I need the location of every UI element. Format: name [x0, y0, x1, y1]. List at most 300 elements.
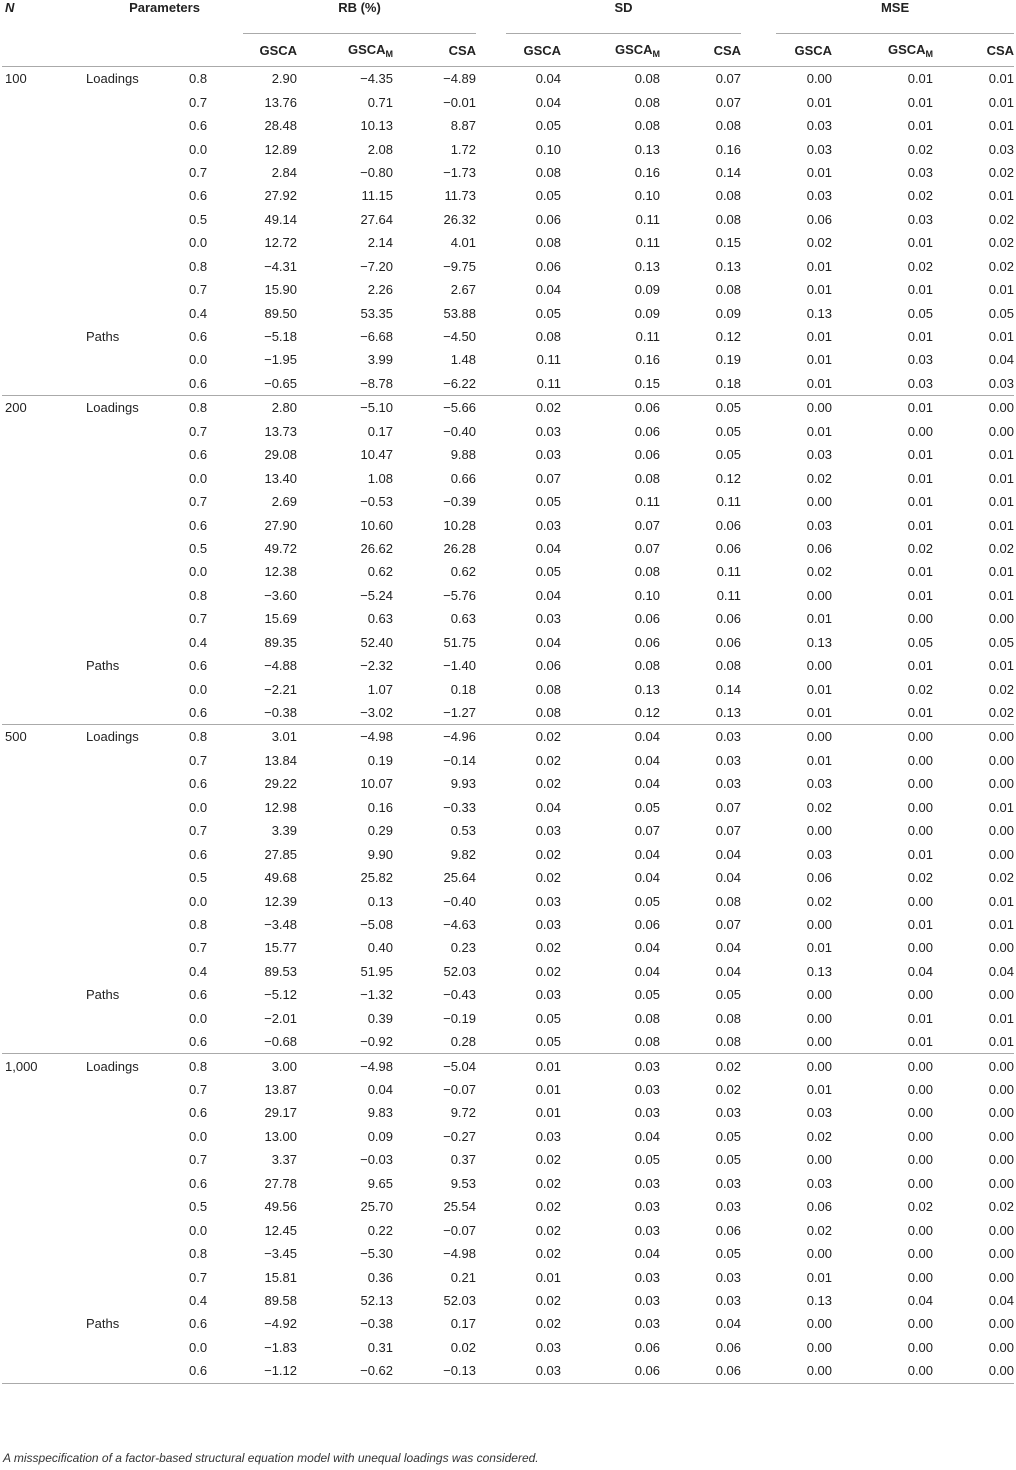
- spacer-cell: [476, 114, 506, 137]
- value-cell: −0.13: [393, 1359, 476, 1383]
- value-cell: 10.28: [443, 517, 477, 533]
- value-cell: 0.00: [988, 1175, 1015, 1191]
- value-cell: 0.03: [634, 1199, 661, 1215]
- value-cell: 0.02: [535, 1199, 562, 1215]
- table-row: [2, 513, 1014, 536]
- value-cell: 0.00: [806, 1058, 833, 1074]
- value-cell: 0.62: [450, 564, 477, 580]
- sample-size-cell: 500: [5, 729, 27, 745]
- value-cell: 0.01: [806, 94, 833, 110]
- value-cell: −0.65: [243, 372, 297, 396]
- value-cell: 25.54: [443, 1199, 477, 1215]
- spacer-cell: [741, 372, 776, 396]
- spacer-cell: [741, 208, 776, 231]
- spacer-cell: [476, 396, 506, 420]
- value-cell: 27.78: [264, 1175, 298, 1191]
- value-cell: −6.22: [393, 372, 476, 396]
- table-row: [2, 184, 1014, 207]
- value-cell: −0.07: [443, 1222, 477, 1238]
- value-cell: 0.05: [715, 1128, 742, 1144]
- spacer-cell: [476, 889, 506, 912]
- sample-size-cell: [2, 936, 86, 959]
- value-cell: 0.04: [535, 587, 562, 603]
- sample-size-cell: [2, 372, 86, 396]
- value-cell: 0.00: [907, 987, 934, 1003]
- value-cell: 0.36: [367, 1269, 394, 1285]
- parameter-value-cell: 0.6: [189, 1175, 208, 1191]
- value-cell: 0.01: [907, 1010, 934, 1026]
- parameter-type-cell: [86, 443, 189, 466]
- value-cell: 0.01: [988, 1010, 1015, 1026]
- value-cell: 0.06: [634, 447, 661, 463]
- table-header: [2, 0, 1014, 67]
- value-cell: 0.00: [907, 1316, 934, 1332]
- parameter-type-cell: [86, 1289, 189, 1312]
- value-cell: 0.03: [907, 211, 934, 227]
- parameter-type-cell: [86, 1218, 189, 1241]
- spacer-cell: [741, 677, 776, 700]
- value-cell: −8.78: [297, 372, 393, 396]
- value-cell: −1.32: [360, 987, 394, 1003]
- sample-size-cell: [2, 1265, 86, 1288]
- value-cell: 0.17: [450, 1316, 477, 1332]
- value-cell: 0.08: [634, 564, 661, 580]
- value-cell: 0.07: [535, 470, 562, 486]
- spacer-cell: [476, 67, 506, 91]
- table-row: [2, 443, 1014, 466]
- spacer-cell: [741, 1336, 776, 1359]
- parameter-value-cell: 0.0: [189, 681, 208, 697]
- value-cell: 0.00: [988, 1339, 1015, 1355]
- parameter-value-cell: 0.0: [189, 470, 208, 486]
- spacer-cell: [741, 1195, 776, 1218]
- value-cell: 0.05: [715, 400, 742, 416]
- value-cell: 0.00: [988, 776, 1015, 792]
- spacer-cell: [476, 1125, 506, 1148]
- parameter-type-cell: Paths: [86, 987, 120, 1003]
- value-cell: 0.03: [535, 517, 562, 533]
- value-cell: 0.12: [715, 329, 742, 345]
- value-cell: 0.00: [988, 611, 1015, 627]
- parameter-type-cell: [86, 90, 189, 113]
- spacer-cell: [476, 537, 506, 560]
- value-cell: 13.76: [264, 94, 298, 110]
- sample-size-cell: [2, 513, 86, 536]
- value-cell: 0.03: [634, 1292, 661, 1308]
- spacer-cell: [476, 1007, 506, 1030]
- value-cell: 0.04: [634, 1128, 661, 1144]
- value-cell: 0.39: [367, 1010, 394, 1026]
- value-cell: 0.02: [535, 1316, 562, 1332]
- parameter-type-cell: [86, 1242, 189, 1265]
- spacer-cell: [476, 631, 506, 654]
- value-cell: 0.01: [907, 846, 934, 862]
- value-cell: 0.63: [367, 611, 394, 627]
- value-cell: 0.71: [367, 94, 394, 110]
- parameter-value-cell: 0.7: [189, 1082, 208, 1098]
- value-cell: 0.09: [634, 305, 661, 321]
- value-cell: 0.05: [535, 494, 562, 510]
- parameter-value-cell: 0.5: [189, 540, 208, 556]
- value-cell: −4.31: [264, 258, 298, 274]
- value-cell: 0.01: [933, 1030, 1014, 1054]
- spacer-cell: [741, 1030, 776, 1054]
- table-row: [2, 1289, 1014, 1312]
- spacer-cell: [741, 584, 776, 607]
- value-cell: 0.03: [634, 1175, 661, 1191]
- parameter-type-cell: [86, 1148, 189, 1171]
- value-cell: −4.88: [264, 658, 298, 674]
- spacer-cell: [741, 631, 776, 654]
- table-row: [2, 725, 1014, 749]
- value-cell: −7.20: [360, 258, 394, 274]
- value-cell: 0.16: [715, 141, 742, 157]
- spacer-cell: [476, 301, 506, 324]
- parameter-type-cell: Paths: [86, 329, 120, 345]
- value-cell: 0.02: [535, 776, 562, 792]
- sample-size-cell: [2, 1078, 86, 1101]
- parameter-type-cell: [86, 1265, 189, 1288]
- value-cell: 0.03: [715, 776, 742, 792]
- spacer-cell: [476, 184, 506, 207]
- spacer-cell: [476, 819, 506, 842]
- spacer-cell: [476, 607, 506, 630]
- value-cell: 0.02: [535, 1175, 562, 1191]
- value-cell: 2.26: [367, 282, 394, 298]
- value-cell: 26.62: [360, 540, 394, 556]
- parameter-type-cell: [86, 842, 189, 865]
- table-row: [2, 1336, 1014, 1359]
- value-cell: 0.04: [634, 729, 661, 745]
- value-cell: 0.13: [634, 141, 661, 157]
- parameter-value-cell: 0.7: [189, 752, 208, 768]
- value-cell: 0.01: [988, 282, 1015, 298]
- subheader-csa: CSA: [933, 34, 1014, 67]
- spacer-cell: [741, 1242, 776, 1265]
- table-caption: A misspecification of a factor-based structural equation model with unequal loadings was considered.: [3, 1451, 539, 1465]
- value-cell: 15.90: [264, 282, 298, 298]
- parameter-value-cell: 0.6: [189, 372, 243, 396]
- value-cell: 0.08: [634, 1010, 661, 1026]
- sample-size-cell: [2, 301, 86, 324]
- value-cell: 0.01: [907, 447, 934, 463]
- spacer-cell: [741, 90, 776, 113]
- value-cell: 13.73: [264, 423, 298, 439]
- sample-size-cell: [2, 796, 86, 819]
- value-cell: 0.13: [806, 1292, 833, 1308]
- parameter-value-cell: 0.5: [189, 211, 208, 227]
- value-cell: −1.73: [443, 164, 477, 180]
- value-cell: 0.00: [988, 423, 1015, 439]
- value-cell: −0.33: [443, 799, 477, 815]
- value-cell: 53.88: [443, 305, 477, 321]
- value-cell: 0.02: [535, 1152, 562, 1168]
- value-cell: 0.21: [450, 1269, 477, 1285]
- parameter-type-cell: [86, 749, 189, 772]
- value-cell: 15.77: [264, 940, 298, 956]
- value-cell: 0.00: [907, 1105, 934, 1121]
- value-cell: 0.13: [806, 963, 833, 979]
- parameter-value-cell: 0.8: [189, 400, 208, 416]
- value-cell: 0.08: [535, 235, 562, 251]
- value-cell: 0.05: [988, 305, 1015, 321]
- value-cell: 0.04: [634, 1246, 661, 1262]
- value-cell: 0.13: [715, 258, 742, 274]
- sample-size-cell: [2, 137, 86, 160]
- table-row: [2, 137, 1014, 160]
- table-row: [2, 1125, 1014, 1148]
- spacer-cell: [476, 1148, 506, 1171]
- sample-size-cell: [2, 1125, 86, 1148]
- spacer-cell: [741, 396, 776, 420]
- parameter-type-cell: [86, 1030, 189, 1054]
- spacer-cell: [476, 1289, 506, 1312]
- table-row: [2, 1078, 1014, 1101]
- value-cell: 0.08: [634, 94, 661, 110]
- sample-size-cell: [2, 866, 86, 889]
- value-cell: 0.07: [715, 94, 742, 110]
- table-row: [2, 1359, 1014, 1383]
- spacer-cell: [741, 960, 776, 983]
- value-cell: 89.35: [264, 634, 298, 650]
- spacer-cell: [476, 372, 506, 396]
- sample-size-cell: [2, 90, 86, 113]
- value-cell: 0.00: [988, 1082, 1015, 1098]
- value-cell: 0.03: [535, 423, 562, 439]
- parameter-value-cell: 0.8: [189, 1246, 208, 1262]
- value-cell: 0.03: [634, 1105, 661, 1121]
- parameter-type-cell: [86, 796, 189, 819]
- value-cell: 0.03: [715, 1269, 742, 1285]
- parameter-value-cell: 0.7: [189, 1269, 208, 1285]
- parameter-value-cell: 0.6: [189, 1316, 208, 1332]
- sample-size-cell: [2, 1172, 86, 1195]
- parameter-value-cell: 0.7: [189, 823, 208, 839]
- value-cell: 0.02: [806, 893, 833, 909]
- table-row: [2, 1054, 1014, 1078]
- value-cell: 0.06: [715, 611, 742, 627]
- value-cell: 10.07: [360, 776, 394, 792]
- value-cell: 0.04: [535, 799, 562, 815]
- table-row: [2, 607, 1014, 630]
- value-cell: 0.03: [535, 611, 562, 627]
- subheader-gscam: $GSCA_M$: [561, 34, 660, 67]
- value-cell: −5.24: [360, 587, 394, 603]
- table-row: [2, 983, 1014, 1006]
- spacer-cell: [741, 443, 776, 466]
- sample-size-cell: [2, 654, 86, 677]
- value-cell: 25.70: [360, 1199, 394, 1215]
- parameter-type-cell: Loadings: [86, 71, 139, 87]
- spacer-cell: [741, 490, 776, 513]
- value-cell: 0.03: [806, 1175, 833, 1191]
- value-cell: 0.02: [535, 870, 562, 886]
- value-cell: 26.28: [443, 540, 477, 556]
- value-cell: 0.00: [988, 1222, 1015, 1238]
- value-cell: 27.85: [264, 846, 298, 862]
- value-cell: 0.01: [907, 71, 934, 87]
- value-cell: 0.04: [907, 1292, 934, 1308]
- value-cell: 0.03: [535, 1339, 562, 1355]
- parameter-type-cell: [86, 819, 189, 842]
- value-cell: 0.06: [806, 870, 833, 886]
- subheader-gsca: GSCA: [776, 34, 832, 67]
- parameter-type-cell: Loadings: [86, 400, 139, 416]
- spacer-cell: [741, 749, 776, 772]
- spacer-cell: [476, 231, 506, 254]
- parameter-type-cell: [86, 1007, 189, 1030]
- value-cell: 0.02: [907, 188, 934, 204]
- value-cell: 49.56: [264, 1199, 298, 1215]
- value-cell: 0.00: [806, 494, 833, 510]
- parameter-type-cell: [86, 772, 189, 795]
- spacer-cell: [476, 701, 506, 725]
- value-cell: 0.06: [715, 517, 742, 533]
- value-cell: −0.62: [297, 1359, 393, 1383]
- parameter-type-cell: [86, 1101, 189, 1124]
- value-cell: 0.02: [535, 729, 562, 745]
- sample-size-cell: [2, 466, 86, 489]
- value-cell: −5.18: [264, 329, 298, 345]
- spacer-cell: [741, 1078, 776, 1101]
- value-cell: 0.03: [806, 846, 833, 862]
- value-cell: 0.05: [535, 564, 562, 580]
- value-cell: 9.83: [367, 1105, 394, 1121]
- value-cell: 0.00: [832, 1359, 933, 1383]
- parameter-value-cell: 0.7: [189, 940, 208, 956]
- value-cell: 0.05: [907, 305, 934, 321]
- sample-size-cell: [2, 607, 86, 630]
- value-cell: 29.22: [264, 776, 298, 792]
- value-cell: 12.45: [264, 1222, 298, 1238]
- spacer-cell: [741, 654, 776, 677]
- spacer-cell: [476, 677, 506, 700]
- value-cell: 0.01: [806, 1269, 833, 1285]
- parameter-type-cell: [86, 278, 189, 301]
- parameter-type-cell: [86, 184, 189, 207]
- value-cell: 0.02: [907, 870, 934, 886]
- value-cell: −2.21: [264, 681, 298, 697]
- sample-size-cell: [2, 325, 86, 348]
- value-cell: 0.00: [907, 1269, 934, 1285]
- value-cell: 0.02: [535, 940, 562, 956]
- spacer-cell: [476, 725, 506, 749]
- value-cell: 0.02: [907, 1199, 934, 1215]
- parameter-type-cell: [86, 631, 189, 654]
- value-cell: 0.06: [634, 423, 661, 439]
- value-cell: 0.01: [988, 188, 1015, 204]
- value-cell: 0.04: [988, 352, 1015, 368]
- value-cell: 0.11: [536, 352, 562, 368]
- parameter-value-cell: 0.0: [189, 352, 208, 368]
- value-cell: −0.43: [443, 987, 477, 1003]
- value-cell: 0.00: [806, 400, 833, 416]
- value-cell: 0.31: [367, 1339, 394, 1355]
- value-cell: 0.04: [715, 846, 742, 862]
- value-cell: 0.05: [907, 634, 934, 650]
- value-cell: 0.00: [988, 1128, 1015, 1144]
- table-row: [2, 1265, 1014, 1288]
- value-cell: 0.00: [988, 752, 1015, 768]
- parameter-value-cell: 0.4: [189, 963, 208, 979]
- value-cell: 0.05: [506, 1030, 561, 1054]
- spacer-cell: [476, 325, 506, 348]
- sample-size-cell: [2, 677, 86, 700]
- value-cell: 0.00: [988, 400, 1015, 416]
- spacer-cell: [476, 443, 506, 466]
- value-cell: 0.14: [715, 164, 742, 180]
- value-cell: 0.01: [988, 447, 1015, 463]
- value-cell: 0.11: [635, 235, 661, 251]
- value-cell: 0.63: [450, 611, 477, 627]
- value-cell: 0.01: [988, 564, 1015, 580]
- value-cell: 0.00: [806, 658, 833, 674]
- parameter-value-cell: 0.4: [189, 634, 208, 650]
- value-cell: 0.00: [806, 823, 833, 839]
- value-cell: 0.06: [634, 634, 661, 650]
- value-cell: 89.58: [264, 1292, 298, 1308]
- value-cell: 0.01: [988, 587, 1015, 603]
- value-cell: 3.99: [367, 352, 394, 368]
- value-cell: 0.01: [907, 94, 934, 110]
- sample-size-cell: [2, 631, 86, 654]
- value-cell: 0.15: [715, 235, 742, 251]
- parameter-type-cell: [86, 560, 189, 583]
- value-cell: 0.07: [715, 799, 742, 815]
- value-cell: 0.01: [806, 329, 833, 345]
- value-cell: 0.08: [634, 118, 661, 134]
- value-cell: −4.50: [443, 329, 477, 345]
- spacer-cell: [476, 161, 506, 184]
- parameter-value-cell: 0.6: [189, 1359, 243, 1383]
- parameter-value-cell: 0.6: [189, 701, 243, 725]
- value-cell: −5.04: [443, 1058, 477, 1074]
- value-cell: 27.64: [360, 211, 394, 227]
- value-cell: 0.06: [634, 400, 661, 416]
- spacer-cell: [476, 1265, 506, 1288]
- value-cell: 0.01: [988, 470, 1015, 486]
- value-cell: −0.53: [360, 494, 394, 510]
- sample-size-cell: [2, 1312, 86, 1335]
- value-cell: −1.27: [393, 701, 476, 725]
- value-cell: 11.73: [444, 188, 477, 204]
- parameter-type-cell: [86, 420, 189, 443]
- value-cell: 0.00: [806, 987, 833, 1003]
- sample-size-cell: [2, 208, 86, 231]
- value-cell: 0.02: [535, 400, 562, 416]
- value-cell: 0.05: [634, 893, 661, 909]
- table-row: [2, 889, 1014, 912]
- value-cell: 0.03: [634, 1316, 661, 1332]
- table-row: [2, 161, 1014, 184]
- spacer-cell: [741, 1125, 776, 1148]
- table-row: [2, 490, 1014, 513]
- value-cell: 0.05: [988, 634, 1015, 650]
- value-cell: 0.01: [907, 564, 934, 580]
- value-cell: 0.06: [806, 540, 833, 556]
- sample-size-cell: [2, 960, 86, 983]
- value-cell: 0.03: [634, 1058, 661, 1074]
- value-cell: 0.04: [634, 846, 661, 862]
- table-row: [2, 749, 1014, 772]
- spacer-cell: [741, 231, 776, 254]
- value-cell: 0.02: [806, 235, 833, 251]
- value-cell: −1.40: [443, 658, 477, 674]
- value-cell: 0.04: [535, 71, 562, 87]
- spacer-cell: [476, 654, 506, 677]
- table-row: [2, 1195, 1014, 1218]
- value-cell: −3.02: [297, 701, 393, 725]
